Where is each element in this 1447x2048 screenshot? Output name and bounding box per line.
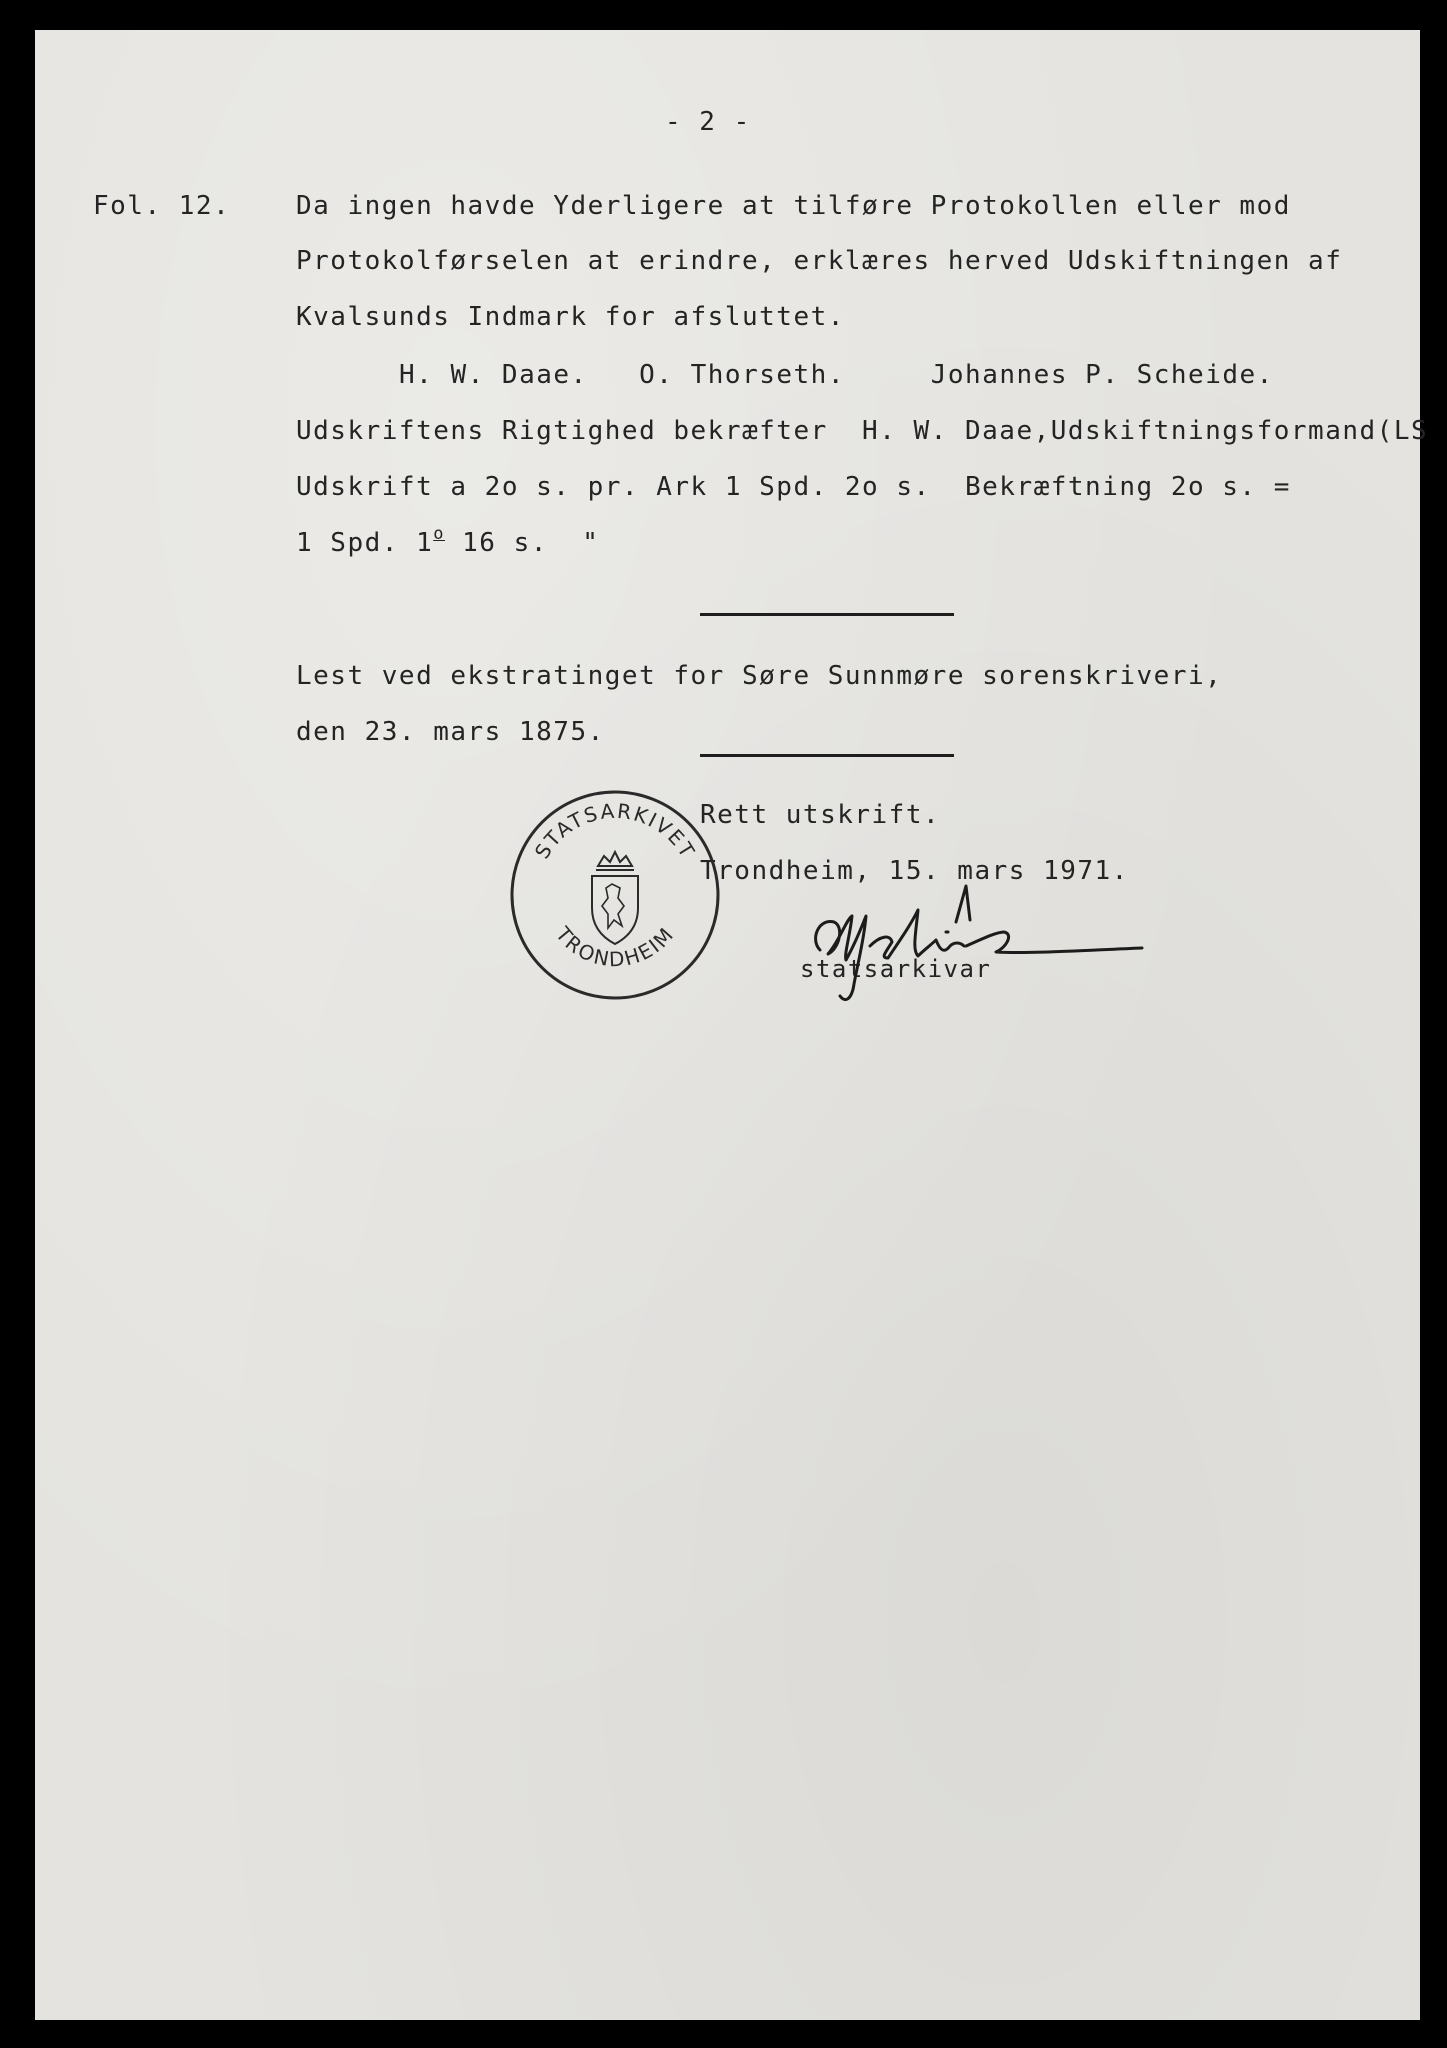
statsarkivet-seal-stamp <box>508 788 722 1002</box>
folio-reference: Fol. 12. <box>93 191 231 221</box>
place-date-line: Trondheim, 15. mars 1971. <box>700 856 1129 886</box>
seal-bottom-text: TRONDHEIM <box>551 921 680 972</box>
body-line-1: Da ingen havde Yderligere at tilføre Protokollen eller mod <box>296 191 1291 221</box>
title-under-signature: statsarkivar <box>800 955 992 983</box>
correct-copy-line: Rett utskrift. <box>700 800 941 830</box>
fees-line-2-superscript: o <box>433 524 445 544</box>
body-line-3: Kvalsunds Indmark for afsluttet. <box>296 302 845 332</box>
seal-top-text: STATSARKIVET <box>529 798 701 863</box>
certification-line: Udskriftens Rigtighed bekræfter H. W. Daae,Udskiftningsformand(LS <box>296 416 1429 446</box>
fees-line-2-start: 1 Spd. 1 <box>296 528 434 558</box>
separator-rule-2 <box>700 754 954 757</box>
read-line-2: den 23. mars 1875. <box>296 717 605 747</box>
fees-line-2 <box>296 524 600 561</box>
read-line-1: Lest ved ekstratinget for Søre Sunnmøre sorenskriveri, <box>296 661 1223 691</box>
document-page <box>35 30 1429 2020</box>
separator-rule-1 <box>700 613 954 616</box>
fees-line-2-end: 16 s. " <box>444 528 600 558</box>
signatories-line: H. W. Daae. O. Thorseth. Johannes P. Scheide. <box>399 360 1274 390</box>
body-line-2: Protokolførselen at erindre, erklæres herved Udskiftningen af <box>296 246 1343 276</box>
signature <box>800 880 1160 1010</box>
fees-line-1: Udskrift a 2o s. pr. Ark 1 Spd. 2o s. Bekræftning 2o s. = <box>296 472 1291 502</box>
page-number: - 2 - <box>665 107 751 137</box>
coat-of-arms-icon <box>592 852 638 944</box>
